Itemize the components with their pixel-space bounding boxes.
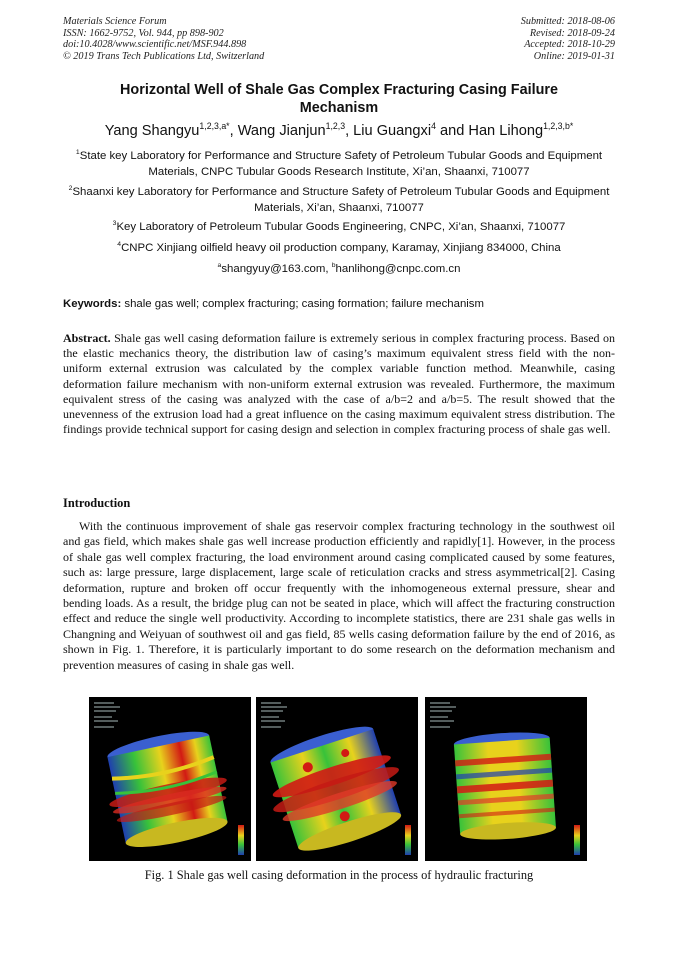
- email-superscript: a: [217, 262, 222, 270]
- figure-caption: Fig. 1 Shale gas well casing deformation in the process of hydraulic fracturing: [144, 868, 534, 882]
- copyright-line: © 2019 Trans Tech Publications Ltd, Switzerland: [63, 50, 265, 62]
- journal-name: Materials Science Forum: [63, 16, 167, 27]
- author-name: Yang Shangyu: [104, 123, 200, 139]
- affiliation-text: Shaanxi key Laboratory for Performance and Structure Safety of Petroleum Tubular Goods and Equipment Materials, Xi’an, Shaanxi, 710077: [72, 186, 610, 214]
- author-list: [40, 121, 638, 141]
- abstract-label: Abstract.: [63, 331, 111, 345]
- submitted-date: Submitted: 2018-08-06: [520, 16, 615, 27]
- affiliation-number: 2: [68, 185, 73, 193]
- doi-line: doi:10.4028/www.scientific.net/MSF.944.898: [63, 39, 247, 51]
- journal-info: [63, 16, 264, 62]
- affiliation-4: [60, 240, 618, 256]
- email-superscript: b: [331, 262, 336, 270]
- abstract-text: Shale gas well casing deformation failure is extremely serious in complex fracturing process. Based on the elastic mechanics theory, the distribution law of casing’s maximum equivalent stress field with the non-uniform external extrusion was calculated by the complex variable function method. Meanwhile, casing deformation failure mechanism with non-uniform external extrusion was revealed. Furthermore, the maximum equivalent stress of the casing was analyzed with the case of a/b=2 and a/b=5. The result showed that the unevenness of the extrusion load had a great influence on the casing maximum equivalent stress distribution. The findings provide technical support for casing design and selection in complex fracturing process of shale gas well.: [63, 331, 615, 437]
- affiliation-text: CNPC Xinjiang oilfield heavy oil production company, Karamay, Xinjiang 834000, China: [121, 242, 561, 254]
- online-date: Online: 2019-01-31: [533, 50, 615, 62]
- issn-line: ISSN: 1662-9752, Vol. 944, pp 898-902: [63, 27, 224, 39]
- accepted-date: Accepted: 2018-10-29: [524, 39, 615, 51]
- author-name: Wang Jianjun: [237, 123, 326, 139]
- author-separator: ,: [229, 123, 238, 139]
- casing-deformation-image-2: [256, 697, 418, 861]
- abstract: [63, 331, 615, 437]
- casing-deformation-image-3: [425, 697, 587, 861]
- author-name: Han Lihong: [468, 123, 544, 139]
- affiliation-number: 1: [75, 149, 80, 157]
- email-separator: ,: [325, 263, 332, 275]
- author-superscript: 1,2,3: [325, 121, 346, 132]
- affiliation-3: [60, 219, 618, 235]
- keywords-text: shale gas well; complex fracturing; casing formation; failure mechanism: [121, 298, 484, 310]
- introduction-heading: Introduction: [63, 496, 131, 510]
- casing-deformation-image-1: [89, 697, 251, 861]
- author-separator: ,: [345, 123, 354, 139]
- email-b[interactable]: hanlihong@cnpc.com.cn: [335, 263, 461, 275]
- title-line-1: Horizontal Well of Shale Gas Complex Fracturing Casing Failure: [120, 82, 558, 98]
- affiliation-text: Key Laboratory of Petroleum Tubular Goods Engineering, CNPC, Xi’an, Shaanxi, 710077: [116, 221, 566, 233]
- email-line: [60, 261, 618, 277]
- affiliation-number: 4: [117, 241, 122, 249]
- affiliation-number: 3: [112, 220, 117, 228]
- author-superscript: 1,2,3,b*: [543, 121, 574, 132]
- author-name: Liu Guangxi: [353, 123, 432, 139]
- author-separator: and: [435, 123, 469, 139]
- title-line-2: Mechanism: [299, 100, 379, 116]
- affiliation-1: [60, 148, 618, 180]
- keywords: [63, 296, 615, 312]
- affiliation-text: State key Laboratory for Performance and Structure Safety of Petroleum Tubular Goods and Equipment Materials, CNPC Tubular Goods Research Institute, Xi’an, Shaanxi, 710077: [79, 150, 603, 178]
- figure-1: [89, 697, 589, 861]
- keywords-label: Keywords:: [63, 298, 122, 310]
- author-superscript: 1,2,3,a*: [199, 121, 230, 132]
- paper-title: [70, 81, 608, 117]
- email-a[interactable]: shangyuy@163.com: [221, 263, 326, 275]
- affiliation-2: [60, 184, 618, 216]
- introduction-paragraph: With the continuous improvement of shale gas reservoir complex fracturing technology in the southwest oil and gas field, which makes shale gas well increase production efficiently and rapidly[1]. However, in the process of shale gas well complex fracturing, the load environment around casing complicated caused by some features, such as: large pressure, large displacement, large scale of reticulation cracks and stress asymmetrical[2]. Casing deformation, rupture and broken off occur frequently with the inhomogeneous external pressure, shear and bending loads. As a result, the bridge plug can not be seated in place, which will affect the fracturing construction effect and reduce the single well productivity. According to incomplete statistics, there are 231 shale gas wells in Changning and Weiyuan of southwest oil and gas field, 85 wells casing deformation failure by the end of 2016, as shown in Fig. 1. Therefore, it is particularly important to do some research on the deformation mechanism and prevention measures of casing in shale gas well.: [63, 519, 615, 672]
- revised-date: Revised: 2018-09-24: [529, 27, 615, 39]
- author-superscript: 4: [431, 121, 436, 132]
- dates-info: [521, 16, 615, 62]
